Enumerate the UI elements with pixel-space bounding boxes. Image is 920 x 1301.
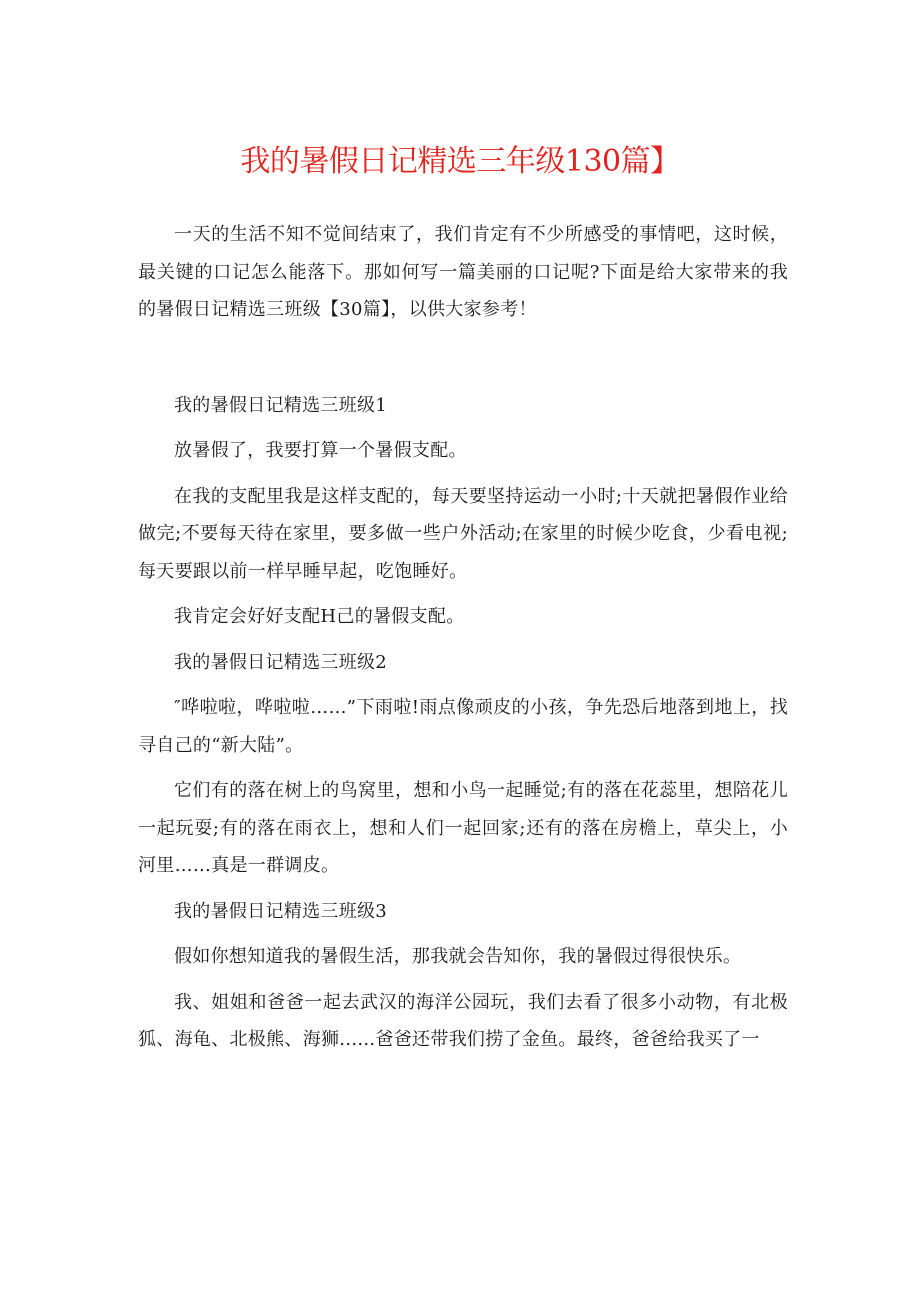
paragraph: 假如你想知道我的暑假生活，那我就会告知你，我的暑假过得很快乐。 xyxy=(174,946,742,967)
paragraph: ″哗啦啦，哗啦啦……”下雨啦!雨点像顽皮的小孩，争先恐后地落到地上，找寻自己的“新大陆”。 xyxy=(138,697,788,756)
page-title: 我的暑假日记精选三年级130篇】 xyxy=(240,144,680,179)
paragraph: 我、姐姐和爸爸一起去武汉的海洋公园玩，我们去看了很多小动物，有北极狐、海龟、北极熊、海狮......爸爸还带我们捞了金鱼。最终，爸爸给我买了一 xyxy=(138,991,788,1050)
section-1 xyxy=(138,387,788,636)
paragraph: 放暑假了，我要打算一个暑假支配。 xyxy=(174,440,467,461)
paragraph: 它们有的落在树上的鸟窝里，想和小鸟一起睡觉;有的落在花蕊里，想陪花儿一起玩耍;有的落在雨衣上，想和人们一起回家;还有的落在房檐上，草尖上，小河里……真是一群调皮。 xyxy=(138,780,788,876)
intro-paragraph: 一天的生活不知不觉间结束了，我们肯定有不少所感受的事情吧，这时候，最关键的口记怎么能落下。那如何写一篇美丽的口记呢?下面是给大家带来的我的暑假日记精选三班级【30篇】，以供大家参考！ xyxy=(138,224,788,320)
section-spacer xyxy=(138,329,788,387)
section-heading: 我的暑假日记精选三班级1 xyxy=(174,394,388,416)
section-heading: 我的暑假日记精选三班级2 xyxy=(174,651,388,673)
section-2 xyxy=(138,644,788,885)
section-heading: 我的暑假日记精选三班级3 xyxy=(174,900,388,922)
paragraph: 在我的支配里我是这样支配的，每天要坚持运动一小时;十天就把暑假作业给做完;不要每天待在家里，要多做一些户外活动;在家里的时候少吃食，少看电视;每天要跟以前一样早睡早起，吃饱睡好。 xyxy=(138,485,788,582)
paragraph: 我肯定会好好支配H己的暑假支配。 xyxy=(174,606,465,627)
section-3 xyxy=(138,893,788,1059)
document-body xyxy=(138,216,788,1067)
